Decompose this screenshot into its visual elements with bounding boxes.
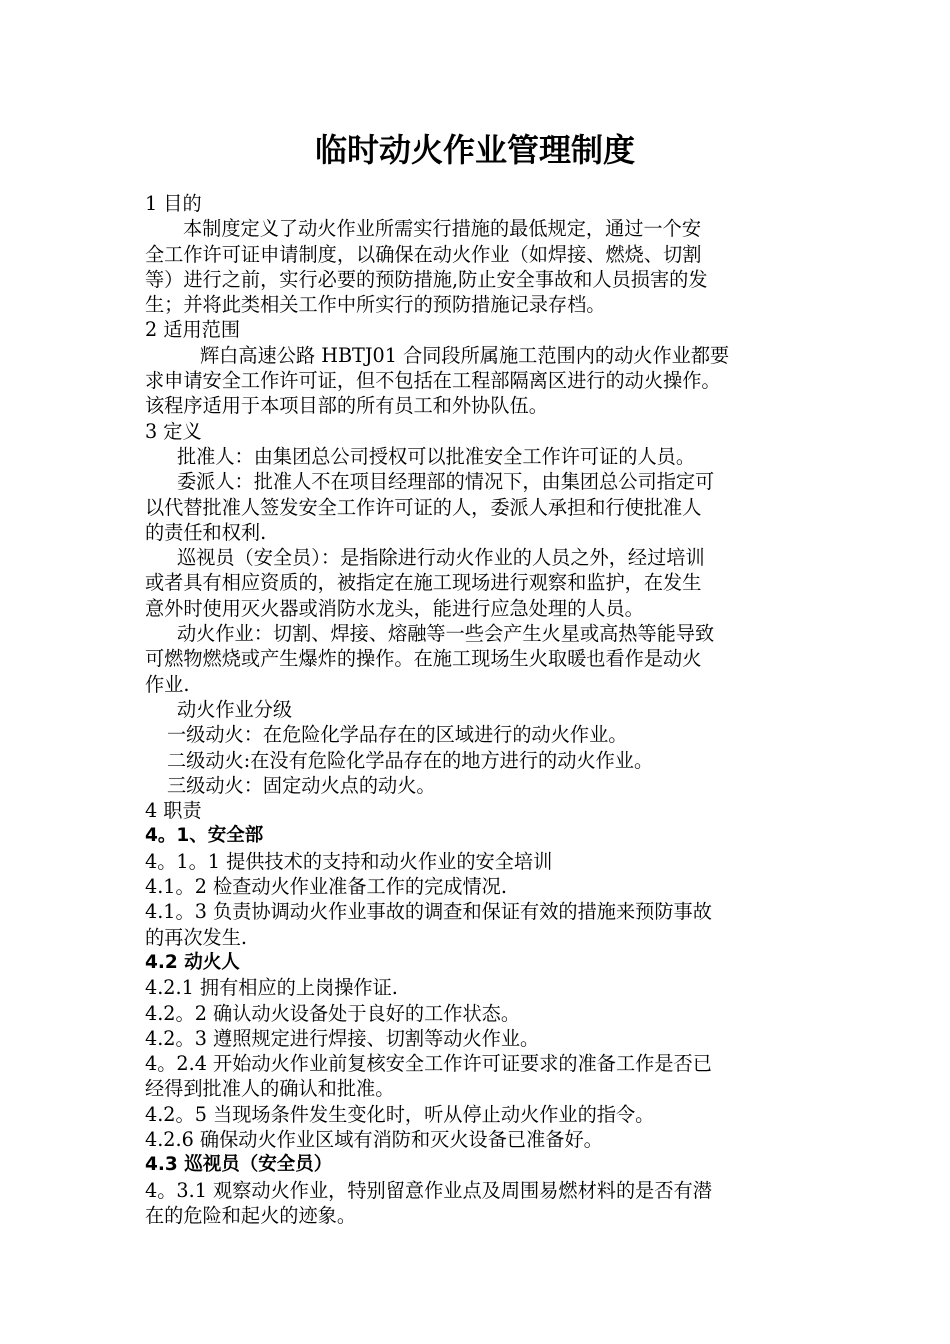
text-line: 三级动火：固定动火点的动火。	[167, 773, 436, 797]
text-line: 在的危险和起火的迹象。	[145, 1203, 357, 1227]
text-line: 巡视员（安全员）：是指除进行动火作业的人员之外，经过培训	[177, 546, 705, 570]
text-line: 动火作业：切割、焊接、熔融等一些会产生火星或高热等能导致	[177, 622, 715, 646]
document-body	[145, 191, 811, 1228]
text-line: 批准人：由集团总公司授权可以批准安全工作许可证的人员。	[177, 444, 696, 468]
text-line: 4.2.6 确保动火作业区域有消防和灭火设备已准备好。	[145, 1127, 603, 1151]
text-line: 4.1。3 负责协调动火作业事故的调查和保证有效的措施来预防事故	[145, 900, 712, 924]
text-line: 委派人：批准人不在项目经理部的情况下，由集团总公司指定可	[177, 470, 715, 494]
text-line: 1 目的	[145, 192, 202, 215]
text-line: 4.2。5 当现场条件发生变化时，听从停止动火作业的指令。	[145, 1102, 655, 1126]
section-heading: 4.3 巡视员（安全员）	[145, 1154, 333, 1176]
section-heading: 4。1、安全部	[145, 825, 264, 847]
text-line: 等）进行之前，实行必要的预防措施,防止安全事故和人员损害的发	[145, 267, 708, 291]
text-line: 生；并将此类相关工作中所实行的预防措施记录存档。	[145, 293, 606, 317]
text-line: 意外时使用灭火器或消防水龙头，能进行应急处理的人员。	[145, 596, 644, 620]
text-line: 4.1。2 检查动火作业准备工作的完成情况.	[145, 875, 507, 899]
text-line: 4。1。1 提供技术的支持和动火作业的安全培训	[145, 849, 553, 873]
section-heading: 4.2 动火人	[145, 951, 240, 973]
text-line: 4.2。2 确认动火设备处于良好的工作状态。	[145, 1001, 521, 1025]
text-line: 二级动火:在没有危险化学品存在的地方进行的动火作业。	[167, 748, 654, 772]
text-line: 可燃物燃烧或产生爆炸的操作。在施工现场生火取暖也看作是动火	[145, 647, 702, 671]
text-line: 的再次发生.	[145, 925, 248, 949]
text-line: 作业.	[145, 672, 190, 696]
text-line: 经得到批准人的确认和批准。	[145, 1077, 395, 1101]
text-line: 的责任和权利.	[145, 520, 267, 544]
text-line: 4.2.1 拥有相应的上岗操作证.	[145, 976, 398, 1000]
text-line: 以代替批准人签发安全工作许可证的人，委派人承担和行使批准人	[145, 495, 702, 519]
text-line: 3 定义	[145, 419, 202, 443]
document-title: 临时动火作业管理制度	[314, 131, 635, 169]
text-line: 求申请安全工作许可证，但不包括在工程部隔离区进行的动火操作。	[145, 369, 721, 393]
text-line: 该程序适用于本项目部的所有员工和外协队伍。	[145, 394, 548, 418]
text-line: 4 职责	[145, 799, 202, 823]
text-line: 一级动火：在危险化学品存在的区域进行的动火作业。	[167, 723, 628, 747]
text-line: 辉白高速公路 HBTJ01 合同段所属施工范围内的动火作业都要	[200, 343, 730, 367]
text-line: 全工作许可证申请制度，以确保在动火作业（如焊接、燃烧、切割	[145, 242, 702, 266]
text-line: 2 适用范围	[145, 318, 241, 342]
text-line: 动火作业分级	[177, 697, 293, 721]
text-line: 4。2.4 开始动火作业前复核安全工作许可证要求的准备工作是否已	[145, 1052, 712, 1076]
text-line: 4.2。3 遵照规定进行焊接、切割等动火作业。	[145, 1026, 540, 1050]
text-line: 本制度定义了动火作业所需实行措施的最低规定，通过一个安	[183, 217, 702, 241]
text-line: 4。3.1 观察动火作业，特别留意作业点及周围易燃材料的是否有潜	[145, 1178, 712, 1202]
text-line: 或者具有相应资质的，被指定在施工现场进行观察和监护，在发生	[145, 571, 702, 595]
